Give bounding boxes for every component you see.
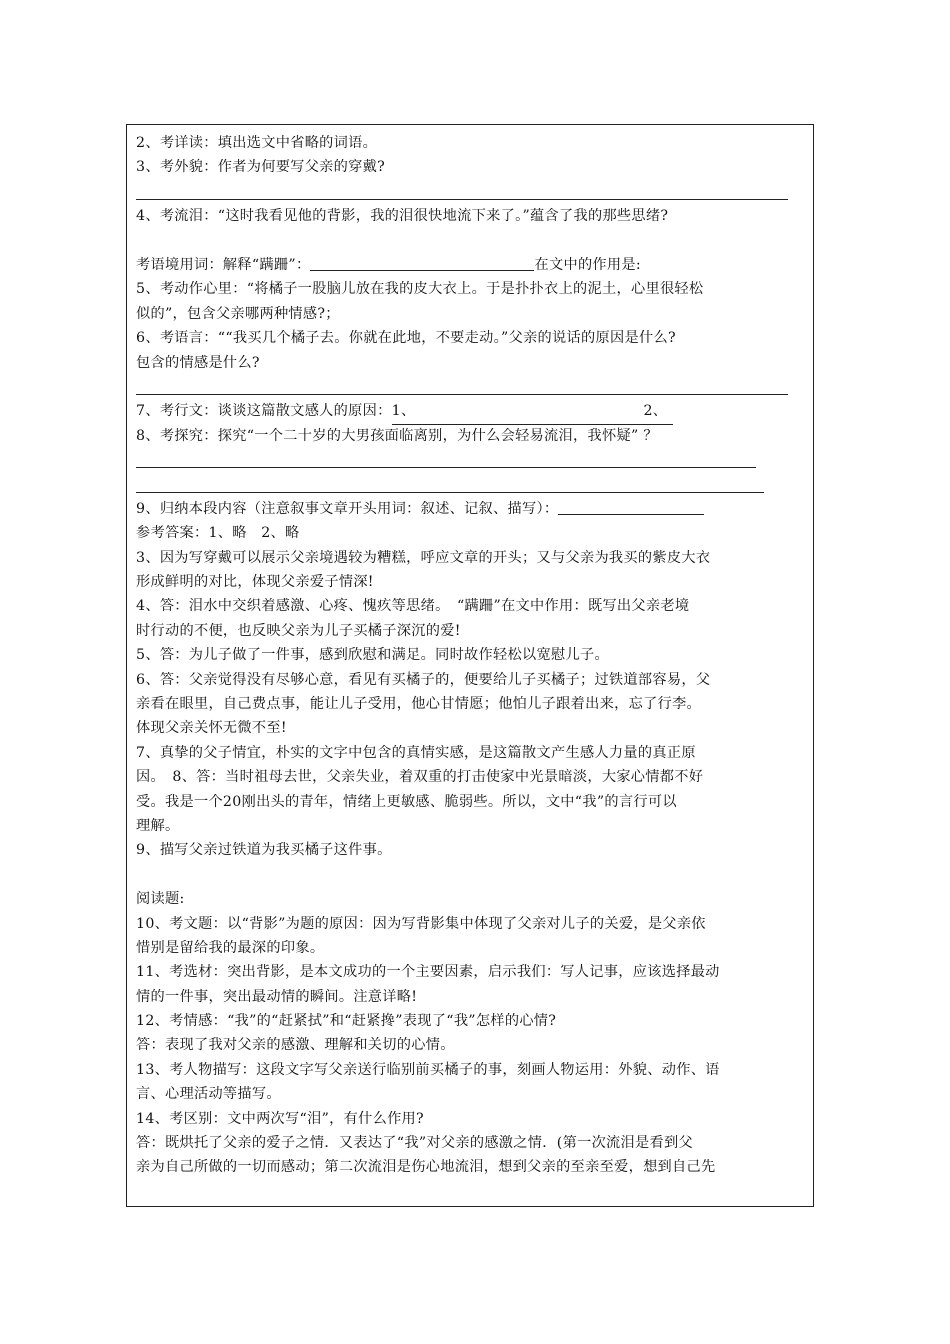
answer-line: [136, 448, 806, 472]
reading-11-line2: 情的一件事，突出最动情的瞬间。注意详略!: [136, 988, 418, 1005]
answer-4-line1: 4、答：泪水中交织着感激、心疼、愧疚等思绪。 “蹒跚”在文中作用：既写出父亲老境: [136, 598, 690, 615]
question-3: 3、考外貌：作者为何要写父亲的穿戴?: [136, 159, 386, 176]
question-2: 2、考详读：填出选文中省略的词语。: [136, 135, 378, 151]
reading-12-answer: 答：表现了我对父亲的感激、理解和关切的心情。: [136, 1037, 455, 1054]
reading-12: 12、考情感：“我”的“赶紧拭”和“赶紧搀”表现了“我”怎样的心情?: [136, 1013, 557, 1030]
question-7: 7、考行文：谈谈这篇散文感人的原因：1、 2、: [136, 399, 806, 423]
question-6-line1: 6、考语言：““我买几个橘子去。你就在此地，不要走动。”父亲的说话的原因是什么?: [136, 330, 676, 347]
reading-14-answer-line1: 答：既烘托了父亲的爱子之情．又表达了“我”对父亲的感激之情．(第一次流泪是看到父: [136, 1135, 693, 1152]
reading-13-line1: 13、考人物描写：这段文字写父亲送行临别前买橘子的事，刻画人物运用：外貌、动作、语: [136, 1061, 720, 1078]
question-8: 8、考探究：探究“一个二十岁的大男孩面临离别，为什么会轻易流泪，我怀疑” ？: [136, 427, 658, 444]
spacer: [136, 229, 806, 253]
answer-line: [136, 472, 806, 496]
answer-5: 5、答：为儿子做了一件事，感到欣慰和满足。同时故作轻松以宽慰儿子。: [136, 647, 609, 664]
answer-6-line2: 亲看在眼里，自己费点事，能让儿子受用，他心甘情愿；他怕儿子跟着出来，忘了行李。: [136, 695, 702, 712]
answer-4-line2: 时行动的不便，也反映父亲为儿子买橘子深沉的爱!: [136, 622, 461, 639]
question-5-line1: 5、考动作心里：“将橘子一股脑儿放在我的皮大衣上。于是扑扑衣上的泥土，心里很轻松: [136, 281, 704, 298]
answer-line: [136, 180, 806, 204]
reading-10-line2: 惜别是留给我的最深的印象。: [136, 939, 325, 956]
reading-10-line1: 10、考文题：以“背影”为题的原因：因为写背影集中体现了父亲对儿子的关爱，是父亲依: [136, 915, 706, 932]
reading-heading: 阅读题:: [136, 891, 185, 908]
answers-heading: 参考答案：1、略 2、略: [136, 525, 300, 542]
question-4-word: 考语境用词：解释“蹒跚”： 在文中的作用是:: [136, 253, 806, 277]
question-5-line2: 似的”，包含父亲哪两种情感?；: [136, 305, 340, 322]
answer-3-line2: 形成鲜明的对比，体现父亲爱子情深!: [136, 574, 374, 591]
question-4: 4、考流泪：“这时我看见他的背影，我的泪很快地流下来了。”蕴含了我的那些思绪?: [136, 208, 669, 225]
spacer: [136, 863, 806, 887]
fill-blank: [558, 498, 704, 515]
answer-6-line1: 6、答：父亲觉得没有尽够心意，看见有买橘子的，便要给儿子买橘子；过铁道部容易，父: [136, 671, 711, 688]
reading-14: 14、考区别：文中两次写“泪”，有什么作用?: [136, 1110, 424, 1127]
question-9: 9、归纳本段内容（注意叙事文章开头用词：叙述、记叙、描写）：: [136, 497, 806, 521]
answer-3-line1: 3、因为写穿戴可以展示父亲境遇较为糟糕，呼应文章的开头；又与父亲为我买的紫皮大衣: [136, 549, 711, 566]
answer-6-line3: 体现父亲关怀无微不至!: [136, 720, 287, 737]
question-6-line2: 包含的情感是什么?: [136, 354, 260, 371]
answer-7-line2: 因。 8、答：当时祖母去世，父亲失业，着双重的打击使家中光景暗淡，大家心情都不好: [136, 769, 704, 786]
answer-line: [136, 375, 806, 399]
worksheet-content: [136, 131, 806, 1180]
answer-7-line4: 理解。: [136, 817, 180, 834]
answer-7-line1: 7、真挚的父子情宜，朴实的文字中包含的真情实感，是这篇散文产生感人力量的真正原: [136, 744, 696, 761]
reading-11-line1: 11、考选材：突出背影，是本文成功的一个主要因素，启示我们：写人记事，应该选择最动: [136, 964, 720, 981]
fill-blank: [310, 254, 534, 271]
reading-14-answer-line2: 亲为自己所做的一切而感动；第二次流泪是伤心地流泪，想到父亲的至亲至爱，想到自己先: [136, 1159, 716, 1176]
answer-7-line3: 受。我是一个20刚出头的青年，情绪上更敏感、脆弱些。所以，文中“我”的言行可以: [136, 793, 677, 810]
worksheet-frame: [126, 124, 814, 1207]
answer-9: 9、描写父亲过铁道为我买橘子这件事。: [136, 842, 392, 859]
reading-13-line2: 言、心理活动等描写。: [136, 1086, 281, 1103]
